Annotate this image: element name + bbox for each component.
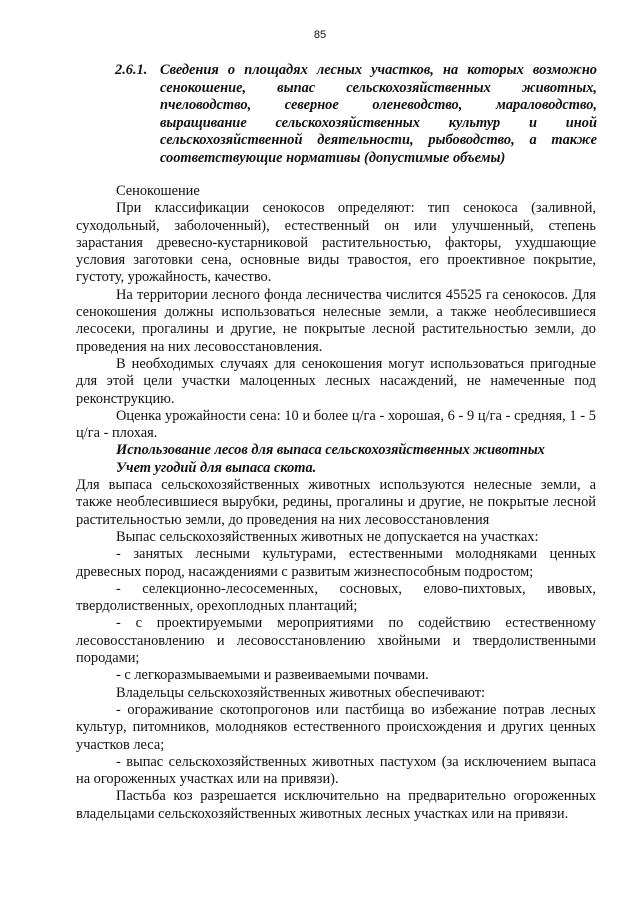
- paragraph: При классификации сенокосов определяют: тип сенокоса (заливной, суходольный, заболоченный), естественный он или улучшенный, степень зарастания древесно-кустарниковой растительностью, факторы, ухудшающие условия заготовки сена, основные виды травостоя, его проективное покрытие, густоту, урожайность, качество.: [76, 200, 596, 286]
- list-item: - огораживание скотопрогонов или пастбища во избежание потрав лесных культур, питомников, молодняков естественного происхождения и других ценных участков леса;: [76, 701, 596, 753]
- paragraph: В необходимых случаях для сенокошения могут использоваться пригодные для этой цели участки малоценных лесных насаждений, не намеченные под реконструкцию.: [76, 355, 596, 407]
- paragraph: Оценка урожайности сена: 10 и более ц/га - хорошая, 6 - 9 ц/га - средняя, 1 - 5 ц/га - плохая.: [76, 407, 596, 442]
- list-item: - с легкоразмываемыми и развеиваемыми почвами.: [116, 667, 429, 684]
- list-item: - выпас сельскохозяйственных животных пастухом (за исключением выпаса на огороженных участках или на привязи).: [76, 753, 596, 788]
- list-item: - селекционно-лесосеменных, сосновых, елово-пихтовых, ивовых, твердолиственных, орехоплодных плантаций;: [76, 580, 596, 615]
- subheading: Учет угодий для выпаса скота.: [116, 459, 317, 476]
- section-title: Сведения о площадях лесных участков, на которых возможно сенокошение, выпас сельскохозяйственных животных, пчеловодство, северное оленеводство, мараловодство, выращивание сельскохозяйственных культур и иной сельскохозяйственной деятельности, рыбоводство, а также соответствующие нормативы (допустимые объемы): [160, 62, 597, 166]
- paragraph: Выпас сельскохозяйственных животных не допускается на участках:: [116, 528, 539, 545]
- document-body: [76, 183, 596, 823]
- paragraph: Для выпаса сельскохозяйственных животных используются нелесные земли, а также необлесившиеся вырубки, редины, прогалины и другие, не покрытые лесной растительностью земли, до проведения на них лесовосстановления: [76, 477, 596, 528]
- paragraph: Владельцы сельскохозяйственных животных обеспечивают:: [116, 684, 486, 701]
- list-item: - с проектируемыми мероприятиями по содействию естественному лесовосстановлению и лесовосстановлению хвойными и твердолиственными породами;: [76, 615, 596, 667]
- paragraph: На территории лесного фонда лесничества числится 45525 га сенокосов. Для сенокошения должны использоваться нелесные земли, а также необлесившиеся лесосеки, прогалины и другие, не покрытые лесной растительностью земли, до проведения на них лесовосстановления.: [76, 286, 596, 355]
- paragraph: Пастьба коз разрешается исключительно на предварительно огороженных владельцами сельскохозяйственных животных лесных участках или на привязи.: [76, 788, 596, 822]
- list-item: - занятых лесными культурами, естественными молодняками ценных древесных пород, насаждениями с развитым жизнеспособным подростом;: [76, 546, 596, 580]
- page-number: 85: [313, 29, 327, 41]
- section-heading: [115, 62, 597, 167]
- subheading: Использование лесов для выпаса сельскохозяйственных животных: [116, 442, 545, 459]
- section-number: 2.6.1.: [115, 62, 148, 78]
- paragraph: Сенокошение: [116, 183, 200, 199]
